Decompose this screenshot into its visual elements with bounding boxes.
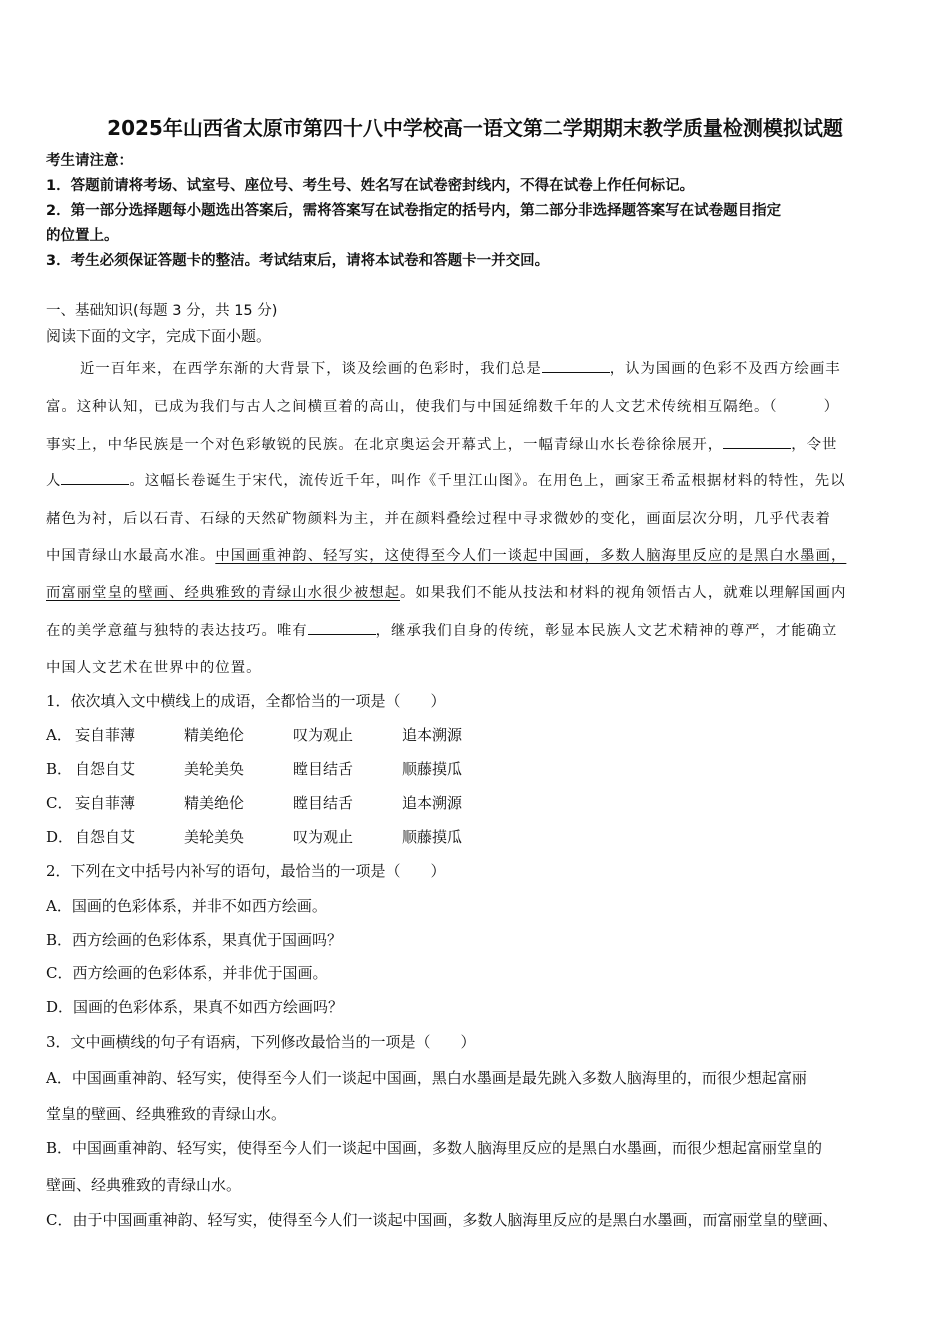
option-word: 叹为观止 [293,828,354,846]
option-label: D． [46,828,74,846]
option-word: 精美绝伦 [184,726,245,744]
passage-text: 。这幅长卷诞生于宋代，流传近千年，叫作《千里江山图》。在用色上，画家王希孟根据材料的特性，先以 [129,473,846,489]
question-2-option-b: B．西方绘画的色彩体系，果真优于国画吗？ [46,931,343,949]
notice-item-2: 2．第一部分选择题每小题选出答案后，需将答案写在试卷指定的括号内，第二部分非选择题答案写在试卷题目指定 [46,203,782,219]
option-label: A． [46,726,72,744]
option-word: 美轮美奂 [184,760,245,778]
passage-text: ，继承我们自身的传统，彰显本民族人文艺术精神的尊严，才能确立 [375,623,838,639]
notice-item-2-cont: 的位置上。 [46,228,119,244]
passage-line-1 [46,358,908,380]
passage-text: 中国青绿山水最高水准。 [46,548,216,564]
option-word: 精美绝伦 [184,794,245,812]
question-1-stem: 1．依次填入文中横线上的成语，全都恰当的一项是（ ） [46,692,446,710]
section-heading: 一、基础知识(每题 3 分，共 15 分) [46,303,278,319]
question-3-option-c: C．由于中国画重神韵、轻写实，使得至今人们一谈起中国画，多数人脑海里反应的是黑白水墨画，而富丽堂皇的壁画、 [46,1211,838,1229]
passage-line-5: 赭色为衬，后以石青、石绿的天然矿物颜料为主，并在颜料叠绘过程中寻求微妙的变化，画面层次分明，几乎代表着 [46,511,831,527]
passage-text: 事实上，中华民族是一个对色彩敏锐的民族。在北京奥运会开幕式上，一幅青绿山水长卷徐徐展开， [46,437,724,453]
fill-blank-2 [723,434,791,449]
question-3-option-b-cont: 壁画、经典雅致的青绿山水。 [46,1176,242,1194]
question-2-option-c: C．西方绘画的色彩体系，并非优于国画。 [46,964,328,982]
option-word: 美轮美奂 [184,828,245,846]
question-1-option-b [46,758,511,780]
passage-line-3 [46,434,908,456]
passage-text: 在的美学意蕴与独特的表达技巧。唯有 [46,623,308,639]
passage-line-6 [46,545,908,567]
option-word: 顺藤摸瓜 [402,828,463,846]
question-2-option-a: A．国画的色彩体系，并非不如西方绘画。 [46,897,327,915]
passage-text: 近一百年来，在西学东渐的大背景下，谈及绘画的色彩时，我们总是 [80,361,542,377]
passage-line-2: 富。这种认知，已成为我们与古人之间横亘着的高山，使我们与中国延绵数千年的人文艺术传统相互隔绝。（ ） [46,399,840,415]
option-word: 瞠目结舌 [293,760,354,778]
underlined-sentence: 而富丽堂皇的壁画、经典雅致的青绿山水很少被想起 [46,585,400,601]
passage-text: 人 [46,473,62,489]
passage-text: ，认为国画的色彩不及西方绘画丰 [609,361,841,377]
option-word: 自怨自艾 [75,828,136,846]
notice-item-1: 1．答题前请将考场、试室号、座位号、考生号、姓名写在试卷密封线内，不得在试卷上作任何标记。 [46,178,695,194]
option-word: 妄自菲薄 [75,794,136,812]
passage-line-8 [46,620,908,642]
passage-line-7 [46,582,908,604]
exam-title: 2025年山西省太原市第四十八中学校高一语文第二学期期末教学质量检测模拟试题 [107,116,843,140]
option-label: B． [46,760,73,778]
passage-line-9: 中国人文艺术在世界中的位置。 [46,660,262,676]
question-3-stem: 3．文中画横线的句子有语病，下列修改最恰当的一项是（ ） [46,1033,476,1051]
question-2-option-d: D．国画的色彩体系，果真不如西方绘画吗？ [46,998,344,1016]
passage-line-4 [46,470,908,492]
fill-blank-4 [308,620,376,635]
underlined-sentence: 中国画重神韵、轻写实，这使得至今人们一谈起中国画，多数人脑海里反应的是黑白水墨画， [215,548,847,564]
notice-heading: 考生请注意： [46,153,133,169]
passage-text: 。如果我们不能从技法和材料的视角领悟古人，就难以理解国画内 [400,585,847,601]
fill-blank-1 [542,358,610,373]
question-2-stem: 2．下列在文中括号内补写的语句，最恰当的一项是（ ） [46,862,446,880]
section-instruction: 阅读下面的文字，完成下面小题。 [46,327,272,345]
question-3-option-a: A．中国画重神韵、轻写实，使得至今人们一谈起中国画，黑白水墨画是最先跳入多数人脑海里的，而很少想起富丽 [46,1069,807,1087]
question-3-option-b: B．中国画重神韵、轻写实，使得至今人们一谈起中国画，多数人脑海里反应的是黑白水墨画，而很少想起富丽堂皇的 [46,1139,823,1157]
question-1-option-a [46,724,511,746]
option-label: C． [46,794,73,812]
option-word: 瞠目结舌 [293,794,354,812]
passage-text: ，令世 [791,437,838,453]
question-1-option-d [46,826,511,848]
question-3-option-a-cont: 堂皇的壁画、经典雅致的青绿山水。 [46,1105,287,1123]
fill-blank-3 [61,470,129,485]
option-word: 追本溯源 [402,726,463,744]
option-word: 妄自菲薄 [75,726,136,744]
question-1-option-c [46,792,511,814]
option-word: 叹为观止 [293,726,354,744]
notice-item-3: 3．考生必须保证答题卡的整洁。考试结束后，请将本试卷和答题卡一并交回。 [46,253,550,269]
option-word: 自怨自艾 [75,760,136,778]
option-word: 顺藤摸瓜 [402,760,463,778]
option-word: 追本溯源 [402,794,463,812]
